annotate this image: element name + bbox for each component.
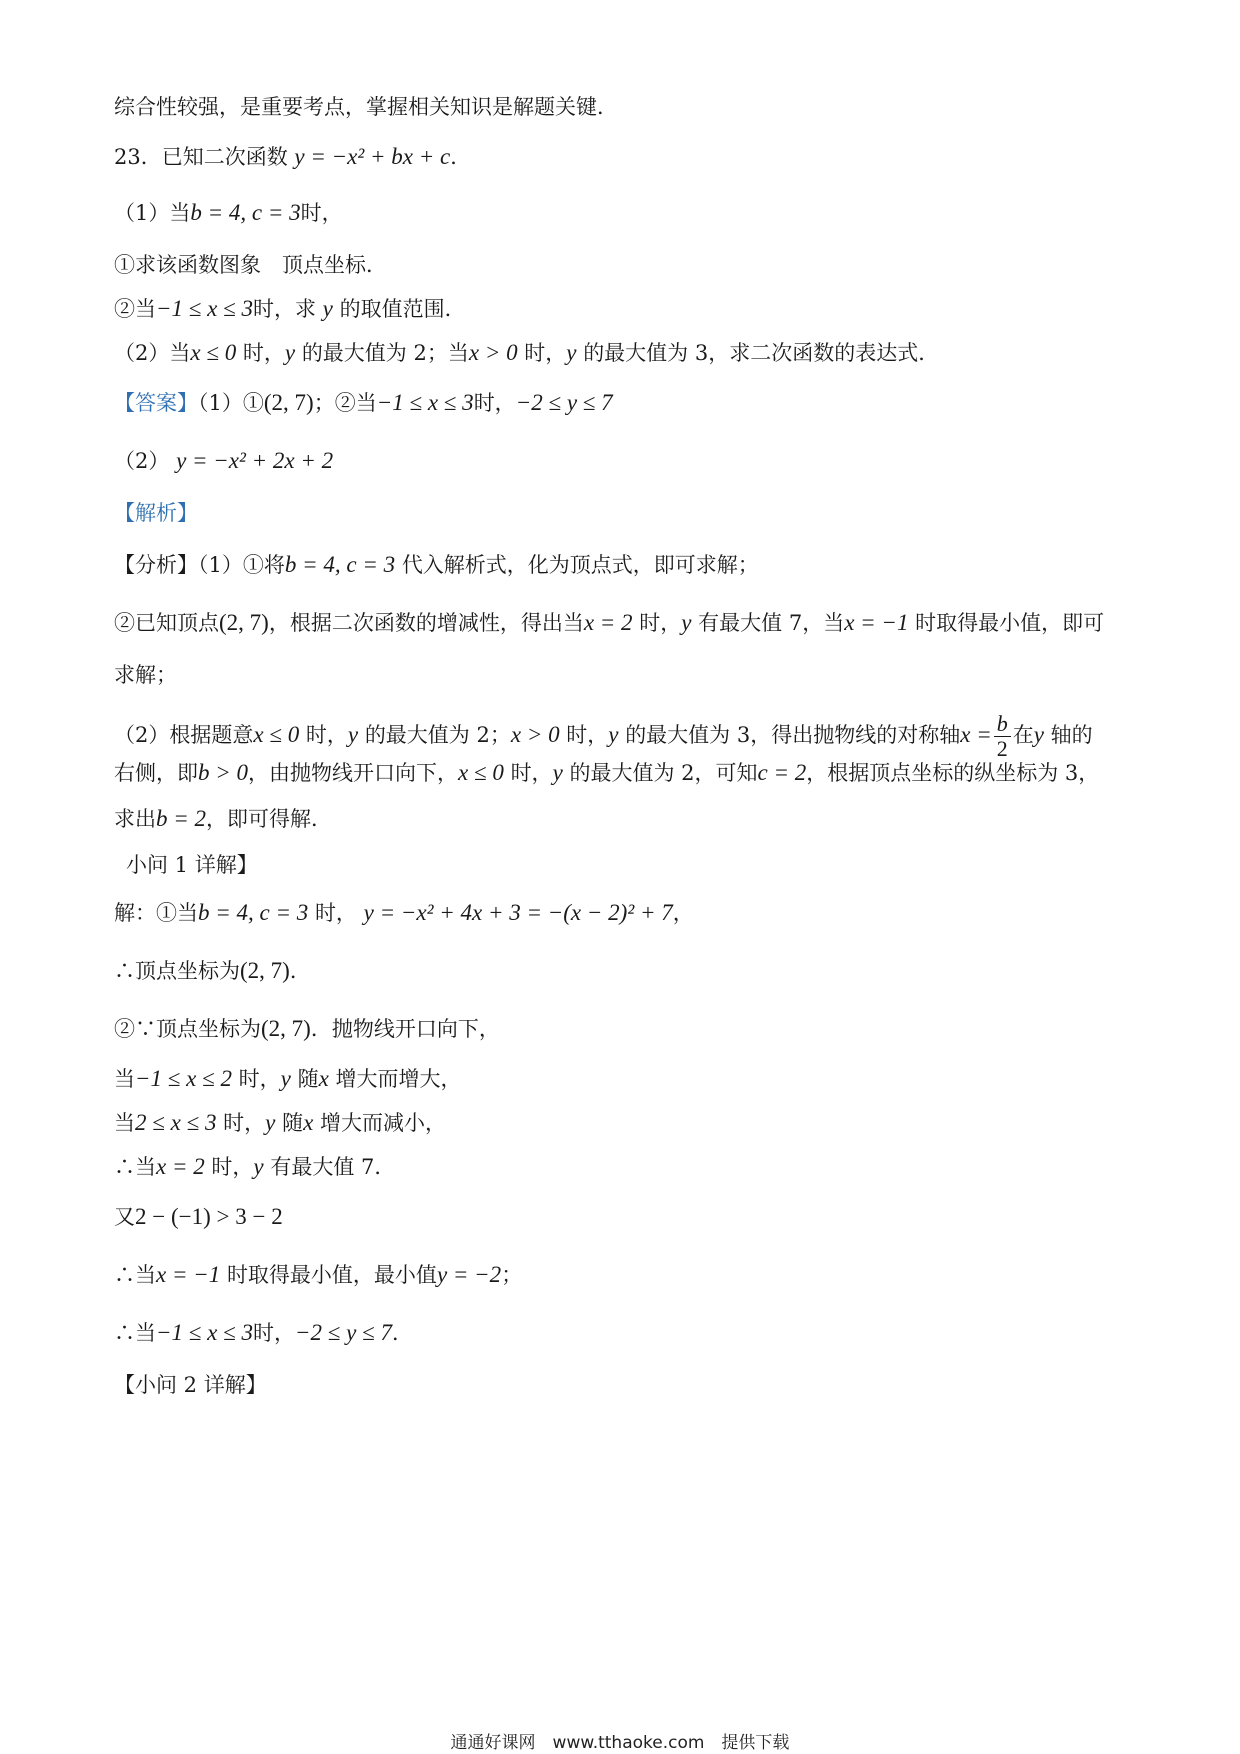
equation: b = 2	[156, 806, 207, 831]
equation: (2, 7)	[263, 390, 314, 415]
text-span: ∴当	[114, 1263, 156, 1287]
sub-question-1-heading	[126, 850, 1146, 880]
equation: x > 0	[510, 722, 560, 747]
question-part-1	[114, 198, 1134, 228]
text-span: 时，	[242, 341, 285, 365]
equation: y	[566, 340, 577, 365]
equation: y	[265, 1110, 276, 1135]
analysis-line	[114, 804, 1134, 834]
equation: y = −x² + 4x + 3 = −(x − 2)² + 7	[363, 900, 673, 925]
text-span: 代入解析式，化为顶点式，即可求解；	[401, 553, 759, 577]
text-span: ②当	[114, 297, 156, 321]
text-span: 随	[297, 1067, 319, 1091]
text-span: 时，	[510, 761, 553, 785]
text-span: 的取值范围．	[339, 297, 466, 321]
solution-line	[114, 1152, 1134, 1182]
question-item-1	[114, 250, 1134, 280]
equation: x	[318, 1066, 329, 1091]
text-span: 时，	[252, 1321, 295, 1345]
equation: x ≤ 0	[190, 340, 237, 365]
solution-line	[114, 1064, 1134, 1094]
equation: x = 2	[583, 610, 633, 635]
text-span: 时，	[305, 723, 348, 747]
analysis-line	[114, 758, 1134, 788]
equation: −1 ≤ x ≤ 3	[156, 1320, 253, 1345]
equation: y	[284, 340, 296, 365]
text-span: ．	[391, 1321, 413, 1345]
text-span: 又	[114, 1205, 135, 1229]
text-span: 【分析】（1）①将	[114, 553, 285, 577]
text-span: 的最大值为 2；	[364, 723, 511, 747]
text-span: 的最大值为 2，可知	[569, 761, 758, 785]
solution-line	[114, 1014, 1134, 1044]
equation: x > 0	[468, 340, 518, 365]
fraction-b-over-2	[994, 712, 1011, 761]
text-span: ，即可得解．	[206, 807, 333, 831]
text-span: （1）①	[198, 391, 264, 415]
analysis-heading	[114, 498, 1134, 528]
text-span: ．	[289, 959, 311, 983]
equation: b = 4, c = 3	[190, 200, 301, 225]
equation: y	[253, 1154, 264, 1179]
equation: x	[303, 1110, 314, 1135]
analysis-line	[114, 712, 1134, 761]
text-span: 时取得最小值，最小值	[226, 1263, 437, 1287]
equation: y	[280, 1066, 291, 1091]
equation: x =	[960, 722, 992, 747]
analysis-line	[114, 608, 1134, 638]
equation: y = −2	[436, 1262, 502, 1287]
text-span: 时，	[314, 901, 357, 925]
text-span: （2）	[114, 449, 170, 473]
equation: y	[552, 760, 563, 785]
question-item-2	[114, 294, 1134, 324]
solution-line	[114, 956, 1134, 986]
equation: −2 ≤ y ≤ 7	[515, 390, 613, 415]
answer-line	[114, 388, 1134, 418]
sub-question-2-heading	[114, 1370, 1134, 1400]
equation: (2, 7)	[261, 1016, 311, 1041]
equation: x = −1	[156, 1262, 221, 1287]
equation: y	[681, 610, 692, 635]
equation: b > 0	[198, 760, 249, 785]
equation: y	[608, 722, 619, 747]
text-span: ②∵顶点坐标为	[114, 1017, 261, 1041]
equation: y	[322, 296, 333, 321]
text-span: 时，	[223, 1111, 266, 1135]
text-span: 时，求	[252, 297, 316, 321]
text-span: 的最大值为 2；当	[301, 341, 469, 365]
equation: y = −x² + bx + c	[294, 144, 451, 169]
text-span: 时，	[524, 341, 567, 365]
equation: x ≤ 0	[253, 722, 300, 747]
text-span: （2）当	[114, 341, 191, 365]
text-span: （2）根据题意	[114, 723, 254, 747]
text-span: 有最大值 7，当	[698, 611, 845, 635]
text-span: 时，	[300, 201, 343, 225]
equation: (2, 7)	[240, 958, 290, 983]
equation: −1 ≤ x ≤ 2	[135, 1066, 232, 1091]
text-span: （1）当	[114, 201, 191, 225]
answer-part-2	[114, 446, 1134, 476]
text-span: 右侧，即	[114, 761, 198, 785]
equation: 2 − (−1) > 3 − 2	[135, 1204, 283, 1229]
text-span: 当	[114, 1067, 135, 1091]
text-span: ；	[501, 1263, 523, 1287]
text-span: ，根据顶点坐标的纵坐标为 3，	[806, 761, 1100, 785]
equation: b = 4, c = 3	[284, 552, 396, 577]
text-span: 时，	[639, 611, 682, 635]
solution-line	[114, 1318, 1134, 1348]
fraction-denominator: 2	[996, 736, 1008, 761]
solution-line	[114, 898, 1134, 928]
text-span: 随	[282, 1111, 304, 1135]
analysis-line	[114, 660, 1134, 690]
text-span: ，由抛物线开口向下，	[248, 761, 459, 785]
equation: x = 2	[156, 1154, 205, 1179]
equation: y = −x² + 2x + 2	[176, 448, 334, 473]
question-part-2	[114, 338, 1134, 368]
text-span: ∴当	[114, 1155, 156, 1179]
text-span: 增大而减小，	[319, 1111, 446, 1135]
analysis-label: 【解析】	[114, 501, 198, 525]
text-span: ，	[672, 901, 694, 925]
text-span: ①求该函数图象 顶点坐标．	[114, 253, 387, 277]
text-span: 的最大值为 3，求二次函数的表达式．	[583, 341, 940, 365]
equation: y	[347, 722, 359, 747]
equation: y	[1033, 722, 1044, 747]
text-span: ②已知顶点	[114, 611, 219, 635]
text-span: 求出	[114, 807, 156, 831]
text-span: 时，	[566, 723, 609, 747]
text-span: 23．已知二次函数	[114, 145, 288, 169]
equation: x ≤ 0	[458, 760, 504, 785]
text-span: 综合性较强，是重要考点，掌握相关知识是解题关键．	[114, 95, 618, 119]
text-span: 时，	[238, 1067, 281, 1091]
equation: x = −1	[844, 610, 909, 635]
text-span: 增大而增大，	[335, 1067, 462, 1091]
question-23	[114, 142, 1134, 172]
text-span: 解：①当	[114, 901, 198, 925]
text-span: ．	[450, 145, 472, 169]
text-span: 有最大值 7．	[270, 1155, 396, 1179]
text-span: 【小问 2 详解】	[114, 1373, 267, 1397]
text-span: 时，	[211, 1155, 254, 1179]
equation: 2 ≤ x ≤ 3	[135, 1110, 217, 1135]
equation: −2 ≤ y ≤ 7	[294, 1320, 392, 1345]
equation: −1 ≤ x ≤ 3	[376, 390, 474, 415]
text-span: 当	[114, 1111, 135, 1135]
text-line	[114, 92, 1134, 122]
answer-label: 【答案】	[114, 391, 198, 415]
equation: (2, 7)	[219, 610, 269, 635]
text-span: 求解；	[114, 663, 177, 687]
page-footer: 通通好课网 www.tthaoke.com 提供下载	[450, 1733, 790, 1753]
equation: −1 ≤ x ≤ 3	[156, 296, 253, 321]
text-span: 的最大值为 3，得出抛物线的对称轴	[625, 723, 961, 747]
equation: b = 4, c = 3	[198, 900, 309, 925]
text-span: ∴顶点坐标为	[114, 959, 240, 983]
text-span: ∴当	[114, 1321, 156, 1345]
text-span: 时，	[473, 391, 516, 415]
text-span: ．抛物线开口向下，	[310, 1017, 500, 1041]
analysis-line	[114, 550, 1134, 580]
text-span: 时取得最小值，即可	[915, 611, 1105, 635]
text-span: ；②当	[313, 391, 377, 415]
equation: c = 2	[757, 760, 807, 785]
solution-line	[114, 1202, 1134, 1232]
text-span: 小问 1 详解】	[126, 853, 258, 877]
fraction-numerator: b	[994, 712, 1011, 737]
text-span: 在	[1012, 723, 1034, 747]
solution-line	[114, 1108, 1134, 1138]
solution-line	[114, 1260, 1134, 1290]
text-span: ，根据二次函数的增减性，得出当	[268, 611, 584, 635]
text-span: 轴的	[1050, 723, 1093, 747]
